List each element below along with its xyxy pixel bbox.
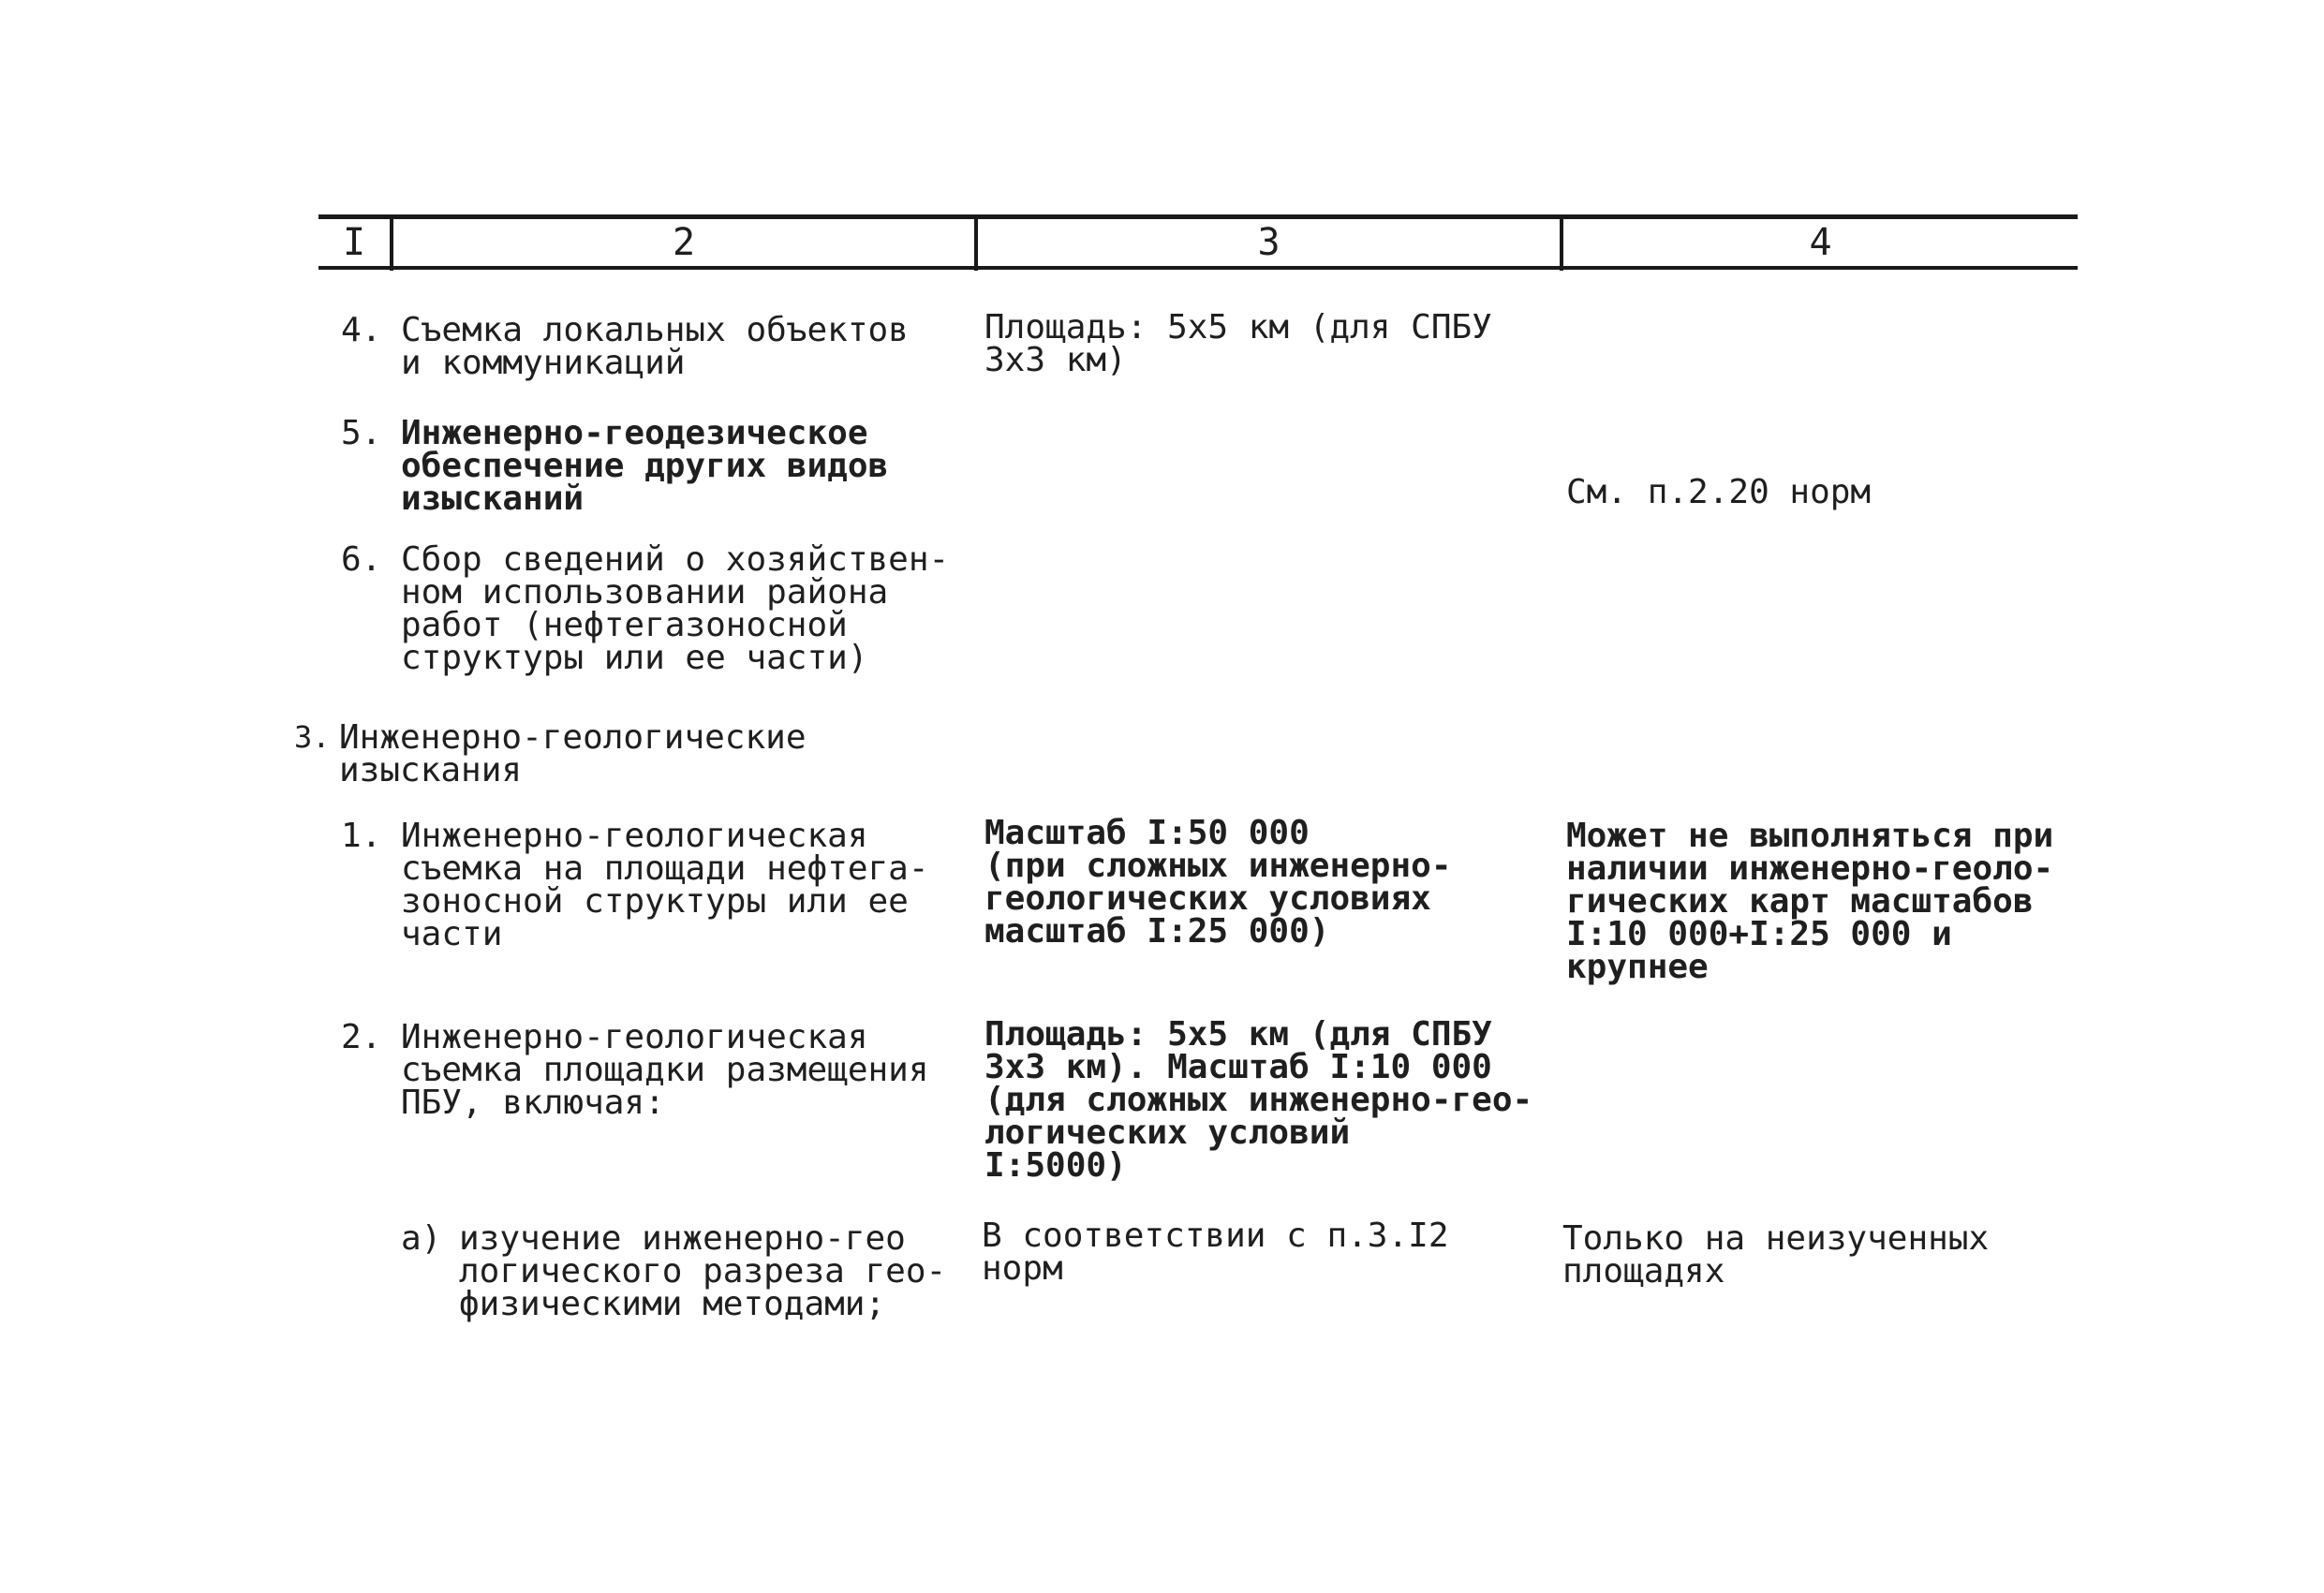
row-scope: Масштаб I:50 000 (при сложных инженерно- геологических условиях масштаб I:25 000) [984,814,1452,951]
column-header-3: 3 [1257,221,1280,264]
row-description: Инженерно-геологическая съемка площадки размещения ПБУ, включая: [401,1018,929,1122]
row-scope: Площадь: 5х5 км (для СПБУ 3х3 км) [984,308,1492,379]
row-note: Может не выполняться при наличии инженерно-геоло- гических карт масштабов I:10 000+I:25 000 и крупнее [1566,817,2054,986]
header-bottom-rule [318,266,2078,270]
row-scope: В соответствии с п.3.I2 норм [982,1217,1449,1288]
row-description: изучение инженерно-гео логического разреза гео- физическими методами; [459,1219,947,1323]
row-scope: Площадь: 5х5 км (для СПБУ 3х3 км). Масштаб I:10 000 (для сложных инженерно-гео- логических условий I:5000) [984,1015,1533,1185]
row-number: 5. [341,414,382,452]
row-number: 2. [341,1018,382,1056]
row-number: 4. [341,311,382,349]
section-title: Инженерно-геологические изыскания [339,718,807,789]
row-description: Съемка локальных объектов и коммуникаций [401,311,909,382]
row-number: 6. [341,540,382,579]
column-header-1: I [342,221,366,264]
header-top-rule [318,214,2078,219]
row-note: См. п.2.20 норм [1566,473,1872,511]
section-margin-mark: 3. [294,719,331,755]
row-number: 1. [341,817,382,855]
column-header-4: 4 [1809,221,1832,264]
row-note: Только на неизученных площадях [1562,1219,1990,1291]
row-description: Сбор сведений о хозяйствен- ном использовании района работ (нефтегазоносной структуры или ее части) [401,540,950,677]
row-description: Инженерно-геологическая съемка на площади нефтега- зоносной структуры или ее части [401,817,929,953]
row-description: Инженерно-геодезическое обеспечение других видов изысканий [401,414,889,518]
row-number: а) [401,1219,442,1258]
column-header-2: 2 [672,221,696,264]
